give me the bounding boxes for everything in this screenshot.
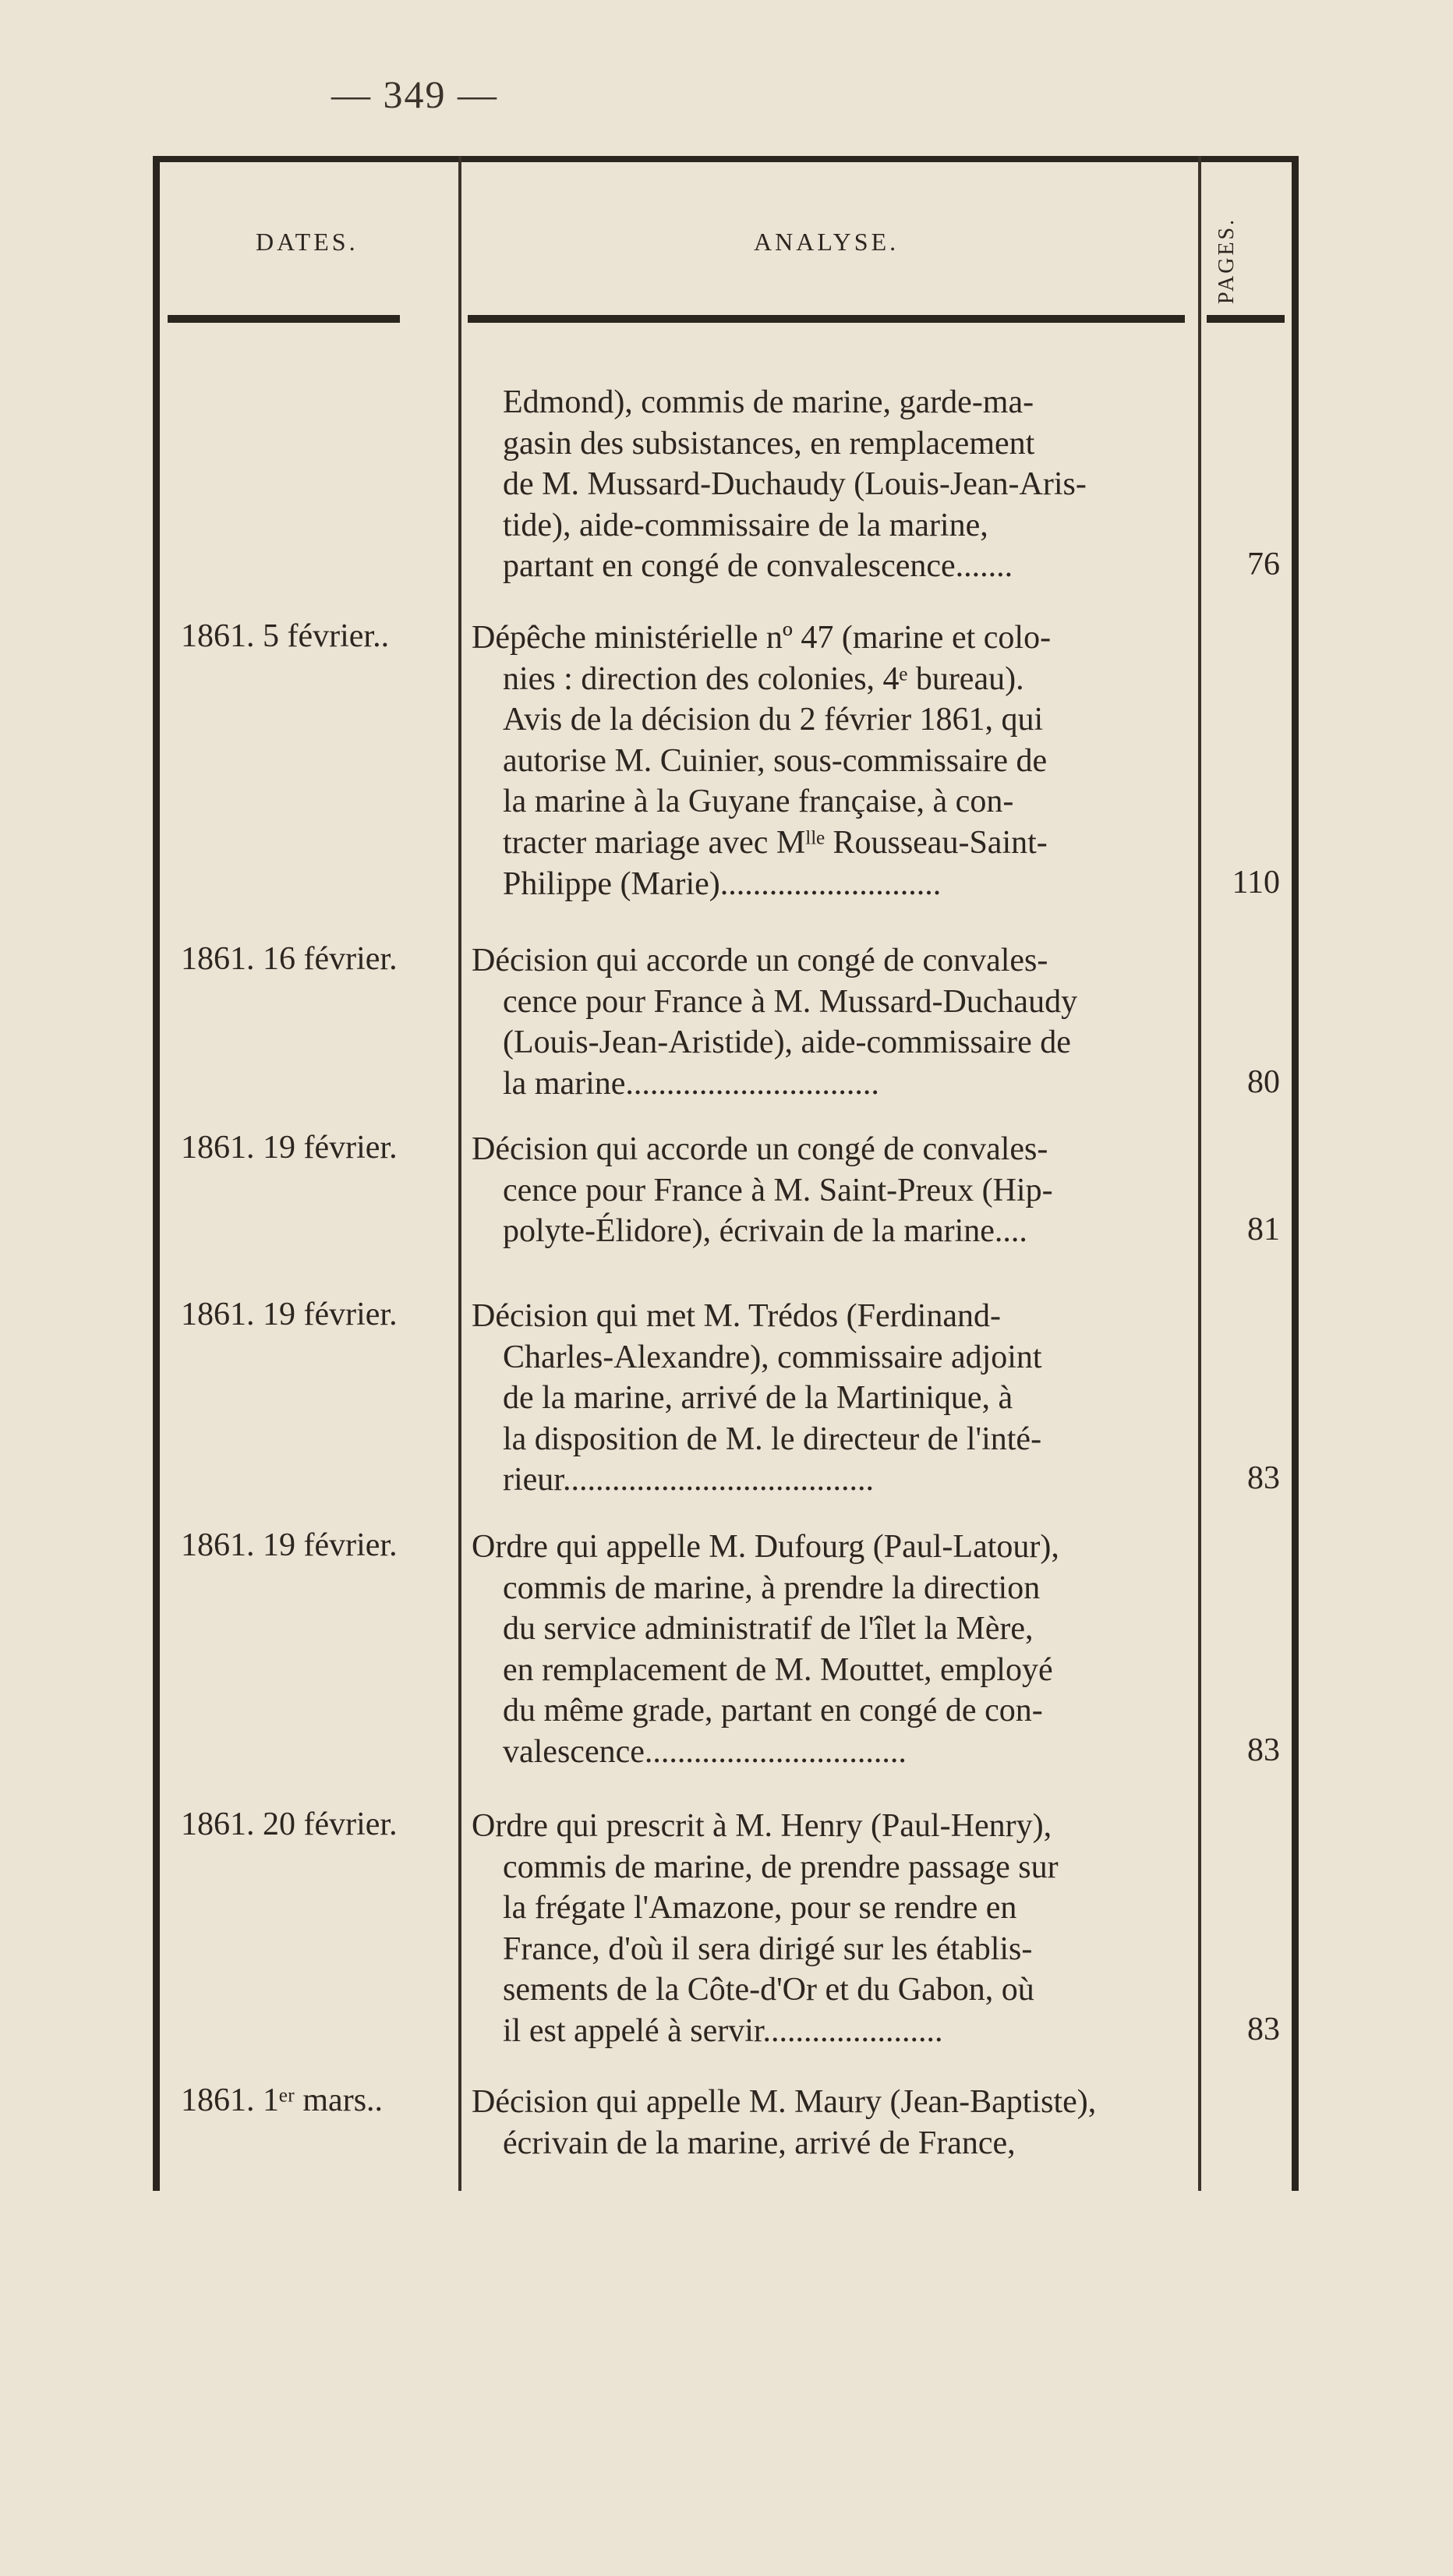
entry-date: 1861. 19 février. xyxy=(181,1297,398,1332)
entry-date: 1861. 1ᵉʳ mars.. xyxy=(181,2082,384,2118)
analysis-line: la frégate l'Amazone, pour se rendre en xyxy=(503,1890,1017,1927)
analysis-line: cence pour France à M. Mussard-Duchaudy xyxy=(503,983,1078,1020)
header-rule-dates xyxy=(168,315,400,323)
analysis-line: nies : direction des colonies, 4ᵉ bureau). xyxy=(503,660,1024,697)
analysis-line: en remplacement de M. Mouttet, employé xyxy=(503,1651,1053,1688)
column-header-analyse: ANALYSE. xyxy=(754,228,900,256)
analysis-line: la marine............................... xyxy=(503,1065,879,1102)
analysis-line: du service administratif de l'îlet la Mère, xyxy=(503,1611,1034,1647)
column-header-pages: PAGES. xyxy=(1214,217,1239,304)
analysis-line: Décision qui accorde un congé de convales- xyxy=(472,1131,1048,1167)
entry-date: 1861. 16 février. xyxy=(181,941,398,977)
analysis-line: Dépêche ministérielle nº 47 (marine et colo- xyxy=(472,620,1052,656)
analysis-line: Philippe (Marie)........................... xyxy=(503,865,942,902)
column-divider-pages xyxy=(1198,156,1201,2191)
analysis-line: commis de marine, de prendre passage sur xyxy=(503,1849,1059,1885)
analysis-line: partant en congé de convalescence....... xyxy=(503,548,1013,585)
analysis-line: Edmond), commis de marine, garde-ma- xyxy=(503,384,1034,420)
analysis-line: de M. Mussard-Duchaudy (Louis-Jean-Aris- xyxy=(503,466,1087,503)
header-rule-analyse xyxy=(468,315,1185,323)
analysis-line: Décision qui accorde un congé de convales- xyxy=(472,943,1048,978)
entry-page-ref: 81 xyxy=(1247,1212,1280,1248)
entry-page-ref: 76 xyxy=(1247,547,1280,583)
entry-date: 1861. 19 février. xyxy=(181,1130,398,1166)
analysis-line: du même grade, partant en congé de con- xyxy=(503,1693,1043,1729)
analysis-line: Décision qui met M. Trédos (Ferdinand- xyxy=(472,1298,1001,1334)
analysis-line: commis de marine, à prendre la direction xyxy=(503,1569,1041,1606)
entry-analysis xyxy=(472,1129,1195,1252)
analysis-line: Décision qui appelle M. Maury (Jean-Baptiste), xyxy=(472,2084,1097,2120)
analysis-line: écrivain de la marine, arrivé de France, xyxy=(503,2125,1016,2161)
entry-page-ref: 83 xyxy=(1247,1732,1280,1768)
entry-page-ref: 110 xyxy=(1232,864,1280,901)
entry-analysis xyxy=(472,382,1195,587)
analysis-line: Charles-Alexandre), commissaire adjoint xyxy=(503,1339,1042,1375)
header-rule-pages xyxy=(1207,315,1285,323)
column-header-dates: DATES. xyxy=(256,228,359,256)
analysis-line: autorise M. Cuinier, sous-commissaire de xyxy=(503,742,1048,779)
analysis-line: la marine à la Guyane française, à con- xyxy=(503,784,1014,820)
analysis-line: Ordre qui prescrit à M. Henry (Paul-Henry), xyxy=(472,1808,1052,1844)
analysis-line: France, d'où il sera dirigé sur les établis- xyxy=(503,1930,1033,1967)
analysis-line: (Louis-Jean-Aristide), aide-commissaire de xyxy=(503,1024,1071,1061)
page-number: — 349 — xyxy=(331,73,498,116)
column-divider-dates xyxy=(458,156,461,2191)
analysis-line: tracter mariage avec Mˡˡᵉ Rousseau-Saint- xyxy=(503,824,1048,861)
analysis-line: cence pour France à M. Saint-Preux (Hip- xyxy=(503,1172,1053,1208)
entry-analysis xyxy=(472,617,1195,904)
entry-page-ref: 80 xyxy=(1247,1063,1280,1100)
analysis-line: polyte-Élidore), écrivain de la marine.... xyxy=(503,1213,1027,1250)
entry-date: 1861. 19 février. xyxy=(181,1527,398,1563)
analysis-line: Avis de la décision du 2 février 1861, qui xyxy=(503,702,1044,738)
entry-analysis xyxy=(472,1296,1195,1501)
analysis-line: rieur...................................... xyxy=(503,1462,874,1499)
entry-analysis xyxy=(472,940,1195,1104)
entry-analysis xyxy=(472,1527,1195,1773)
entry-page-ref: 83 xyxy=(1247,2012,1280,2047)
entry-analysis xyxy=(472,1806,1195,2052)
analysis-line: Ordre qui appelle M. Dufourg (Paul-Latour), xyxy=(472,1529,1059,1565)
analysis-line: gasin des subsistances, en remplacement xyxy=(503,425,1035,462)
analysis-line: valescence................................ xyxy=(503,1733,907,1770)
analysis-line: la disposition de M. le directeur de l'inté- xyxy=(503,1421,1042,1457)
entry-date: 1861. 20 février. xyxy=(181,1806,398,1842)
entry-analysis xyxy=(472,2082,1195,2164)
analysis-line: sements de la Côte-d'Or et du Gabon, où xyxy=(503,1972,1034,2008)
entry-page-ref: 83 xyxy=(1247,1460,1280,1497)
entry-date: 1861. 5 février.. xyxy=(181,618,390,654)
analysis-line: il est appelé à servir...................... xyxy=(503,2012,943,2049)
analysis-line: tide), aide-commissaire de la marine, xyxy=(503,507,988,543)
analysis-line: de la marine, arrivé de la Martinique, à xyxy=(503,1380,1013,1417)
